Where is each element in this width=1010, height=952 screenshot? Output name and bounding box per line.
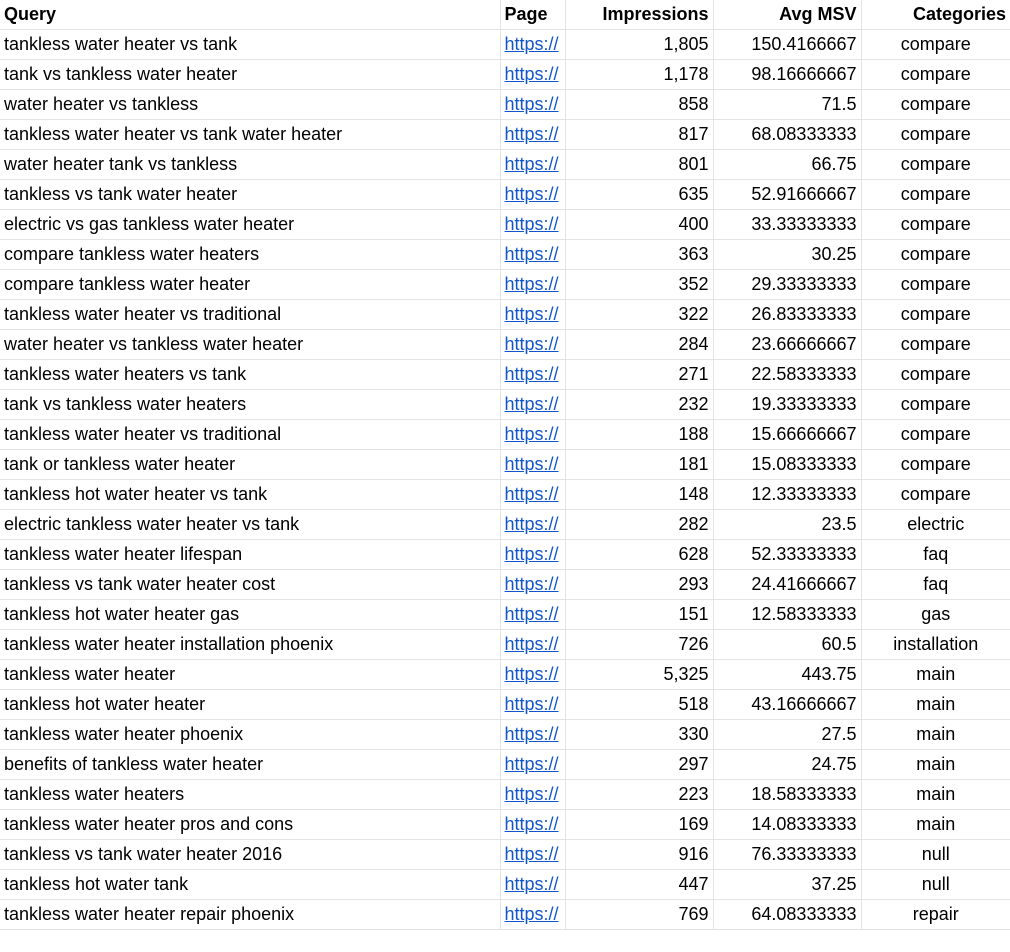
page-cell[interactable] xyxy=(500,389,565,419)
page-link[interactable]: https:// xyxy=(504,513,559,534)
query-cell[interactable]: water heater vs tankless xyxy=(0,89,500,119)
avg-msv-cell[interactable]: 26.83333333 xyxy=(713,299,861,329)
impressions-cell[interactable]: 1,805 xyxy=(565,29,713,59)
avg-msv-cell[interactable]: 52.91666667 xyxy=(713,179,861,209)
category-cell[interactable]: compare xyxy=(861,209,1010,239)
page-link[interactable]: https:// xyxy=(504,153,559,174)
category-cell[interactable]: compare xyxy=(861,89,1010,119)
query-cell[interactable]: tankless water heater xyxy=(0,659,500,689)
table-row xyxy=(0,689,1010,719)
category-cell[interactable]: main xyxy=(861,689,1010,719)
impressions-cell[interactable]: 1,178 xyxy=(565,59,713,89)
category-cell[interactable]: main xyxy=(861,749,1010,779)
page-link[interactable]: https:// xyxy=(504,573,559,594)
avg-msv-cell[interactable]: 12.33333333 xyxy=(713,479,861,509)
category-cell[interactable]: main xyxy=(861,809,1010,839)
page-cell[interactable] xyxy=(500,509,565,539)
page-link[interactable]: https:// xyxy=(504,633,559,654)
impressions-cell[interactable]: 284 xyxy=(565,329,713,359)
category-cell[interactable]: compare xyxy=(861,479,1010,509)
avg-msv-cell[interactable]: 23.66666667 xyxy=(713,329,861,359)
avg-msv-cell[interactable]: 71.5 xyxy=(713,89,861,119)
impressions-cell[interactable]: 330 xyxy=(565,719,713,749)
query-cell[interactable]: benefits of tankless water heater xyxy=(0,749,500,779)
avg-msv-cell[interactable]: 68.08333333 xyxy=(713,119,861,149)
page-cell[interactable] xyxy=(500,839,565,869)
page-cell[interactable] xyxy=(500,689,565,719)
page-cell[interactable] xyxy=(500,809,565,839)
avg-msv-cell[interactable]: 443.75 xyxy=(713,659,861,689)
page-cell[interactable] xyxy=(500,359,565,389)
impressions-cell[interactable]: 232 xyxy=(565,389,713,419)
impressions-cell[interactable]: 518 xyxy=(565,689,713,719)
impressions-cell[interactable]: 151 xyxy=(565,599,713,629)
category-cell[interactable]: gas xyxy=(861,599,1010,629)
page-cell[interactable] xyxy=(500,179,565,209)
query-cell[interactable]: tankless hot water heater gas xyxy=(0,599,500,629)
page-cell[interactable] xyxy=(500,89,565,119)
column-header-query[interactable]: Query xyxy=(0,0,500,29)
avg-msv-cell[interactable]: 27.5 xyxy=(713,719,861,749)
query-cell[interactable]: tankless vs tank water heater 2016 xyxy=(0,839,500,869)
page-link[interactable]: https:// xyxy=(504,423,559,444)
category-cell[interactable]: compare xyxy=(861,329,1010,359)
query-cell[interactable]: tankless water heater vs tank water heater xyxy=(0,119,500,149)
category-cell[interactable]: main xyxy=(861,779,1010,809)
avg-msv-cell[interactable]: 64.08333333 xyxy=(713,899,861,929)
category-cell[interactable]: faq xyxy=(861,569,1010,599)
page-link[interactable]: https:// xyxy=(504,723,559,744)
impressions-cell[interactable]: 628 xyxy=(565,539,713,569)
impressions-cell[interactable]: 635 xyxy=(565,179,713,209)
page-cell[interactable] xyxy=(500,569,565,599)
impressions-cell[interactable]: 181 xyxy=(565,449,713,479)
page-link[interactable]: https:// xyxy=(504,843,559,864)
query-cell[interactable]: tankless water heater pros and cons xyxy=(0,809,500,839)
impressions-cell[interactable]: 817 xyxy=(565,119,713,149)
query-cell[interactable]: tankless water heater installation phoenix xyxy=(0,629,500,659)
category-cell[interactable]: compare xyxy=(861,29,1010,59)
avg-msv-cell[interactable]: 150.4166667 xyxy=(713,29,861,59)
query-cell[interactable]: water heater tank vs tankless xyxy=(0,149,500,179)
page-link[interactable]: https:// xyxy=(504,453,559,474)
table-row xyxy=(0,899,1010,929)
table-row xyxy=(0,569,1010,599)
table-row xyxy=(0,479,1010,509)
impressions-cell[interactable]: 363 xyxy=(565,239,713,269)
page-link[interactable]: https:// xyxy=(504,333,559,354)
page-link[interactable]: https:// xyxy=(504,363,559,384)
page-link[interactable]: https:// xyxy=(504,753,559,774)
query-cell[interactable]: tank vs tankless water heater xyxy=(0,59,500,89)
query-cell[interactable]: tankless hot water heater vs tank xyxy=(0,479,500,509)
table-row xyxy=(0,269,1010,299)
avg-msv-cell[interactable]: 19.33333333 xyxy=(713,389,861,419)
page-link[interactable]: https:// xyxy=(504,183,559,204)
page-cell[interactable] xyxy=(500,779,565,809)
category-cell[interactable]: compare xyxy=(861,119,1010,149)
page-cell[interactable] xyxy=(500,869,565,899)
query-cell[interactable]: tankless water heaters vs tank xyxy=(0,359,500,389)
header-row xyxy=(0,0,1010,29)
impressions-cell[interactable]: 282 xyxy=(565,509,713,539)
table-row xyxy=(0,869,1010,899)
page-link[interactable]: https:// xyxy=(504,243,559,264)
avg-msv-cell[interactable]: 52.33333333 xyxy=(713,539,861,569)
table-row xyxy=(0,779,1010,809)
category-cell[interactable]: compare xyxy=(861,359,1010,389)
table-row xyxy=(0,239,1010,269)
impressions-cell[interactable]: 188 xyxy=(565,419,713,449)
table-row xyxy=(0,149,1010,179)
category-cell[interactable]: main xyxy=(861,719,1010,749)
query-cell[interactable]: tankless water heater repair phoenix xyxy=(0,899,500,929)
query-cell[interactable]: tankless water heater vs traditional xyxy=(0,299,500,329)
page-cell[interactable] xyxy=(500,629,565,659)
page-link[interactable]: https:// xyxy=(504,303,559,324)
page-link[interactable]: https:// xyxy=(504,783,559,804)
category-cell[interactable]: faq xyxy=(861,539,1010,569)
category-cell[interactable]: compare xyxy=(861,419,1010,449)
query-cell[interactable]: tankless water heater vs tank xyxy=(0,29,500,59)
page-cell[interactable] xyxy=(500,479,565,509)
impressions-cell[interactable]: 769 xyxy=(565,899,713,929)
table-row xyxy=(0,599,1010,629)
table-row xyxy=(0,359,1010,389)
page-link[interactable]: https:// xyxy=(504,813,559,834)
category-cell[interactable]: compare xyxy=(861,299,1010,329)
category-cell[interactable]: null xyxy=(861,869,1010,899)
table-row xyxy=(0,659,1010,689)
page-link[interactable]: https:// xyxy=(504,273,559,294)
category-cell[interactable]: compare xyxy=(861,239,1010,269)
table-row xyxy=(0,509,1010,539)
avg-msv-cell[interactable]: 24.75 xyxy=(713,749,861,779)
avg-msv-cell[interactable]: 29.33333333 xyxy=(713,269,861,299)
category-cell[interactable]: electric xyxy=(861,509,1010,539)
page-link[interactable]: https:// xyxy=(504,393,559,414)
page-cell[interactable] xyxy=(500,749,565,779)
table-row xyxy=(0,629,1010,659)
page-cell[interactable] xyxy=(500,329,565,359)
impressions-cell[interactable]: 801 xyxy=(565,149,713,179)
page-link[interactable]: https:// xyxy=(504,903,559,924)
table-row xyxy=(0,449,1010,479)
page-link[interactable]: https:// xyxy=(504,213,559,234)
query-cell[interactable]: tankless water heaters xyxy=(0,779,500,809)
avg-msv-cell[interactable]: 60.5 xyxy=(713,629,861,659)
page-cell[interactable] xyxy=(500,269,565,299)
column-header-avg-msv[interactable]: Avg MSV xyxy=(713,0,861,29)
table-body xyxy=(0,29,1010,929)
page-cell[interactable] xyxy=(500,29,565,59)
page-link[interactable]: https:// xyxy=(504,693,559,714)
query-cell[interactable]: tankless vs tank water heater xyxy=(0,179,500,209)
page-cell[interactable] xyxy=(500,119,565,149)
table-row xyxy=(0,809,1010,839)
page-cell[interactable] xyxy=(500,239,565,269)
impressions-cell[interactable]: 726 xyxy=(565,629,713,659)
page-cell[interactable] xyxy=(500,599,565,629)
query-cell[interactable]: tankless water heater phoenix xyxy=(0,719,500,749)
table-row xyxy=(0,179,1010,209)
avg-msv-cell[interactable]: 33.33333333 xyxy=(713,209,861,239)
impressions-cell[interactable]: 297 xyxy=(565,749,713,779)
table-row xyxy=(0,539,1010,569)
impressions-cell[interactable]: 169 xyxy=(565,809,713,839)
page-cell[interactable] xyxy=(500,899,565,929)
avg-msv-cell[interactable]: 30.25 xyxy=(713,239,861,269)
page-cell[interactable] xyxy=(500,449,565,479)
table-row xyxy=(0,839,1010,869)
category-cell[interactable]: compare xyxy=(861,179,1010,209)
page-link[interactable]: https:// xyxy=(504,93,559,114)
avg-msv-cell[interactable]: 14.08333333 xyxy=(713,809,861,839)
query-cell[interactable]: tankless vs tank water heater cost xyxy=(0,569,500,599)
page-cell[interactable] xyxy=(500,659,565,689)
category-cell[interactable]: compare xyxy=(861,59,1010,89)
table-row xyxy=(0,329,1010,359)
page-link[interactable]: https:// xyxy=(504,603,559,624)
query-cell[interactable]: compare tankless water heaters xyxy=(0,239,500,269)
column-header-categories[interactable]: Categories xyxy=(861,0,1010,29)
impressions-cell[interactable]: 148 xyxy=(565,479,713,509)
page-cell[interactable] xyxy=(500,59,565,89)
column-header-page[interactable]: Page xyxy=(500,0,565,29)
query-cell[interactable]: tankless water heater vs traditional xyxy=(0,419,500,449)
impressions-cell[interactable]: 271 xyxy=(565,359,713,389)
page-cell[interactable] xyxy=(500,719,565,749)
avg-msv-cell[interactable]: 12.58333333 xyxy=(713,599,861,629)
page-cell[interactable] xyxy=(500,299,565,329)
query-cell[interactable]: tankless hot water heater xyxy=(0,689,500,719)
table-row xyxy=(0,749,1010,779)
category-cell[interactable]: compare xyxy=(861,449,1010,479)
query-cell[interactable]: tank or tankless water heater xyxy=(0,449,500,479)
avg-msv-cell[interactable]: 23.5 xyxy=(713,509,861,539)
table-row xyxy=(0,29,1010,59)
category-cell[interactable]: main xyxy=(861,659,1010,689)
page-link[interactable]: https:// xyxy=(504,483,559,504)
table-row xyxy=(0,119,1010,149)
query-cell[interactable]: tankless hot water tank xyxy=(0,869,500,899)
category-cell[interactable]: null xyxy=(861,839,1010,869)
avg-msv-cell[interactable]: 66.75 xyxy=(713,149,861,179)
impressions-cell[interactable]: 916 xyxy=(565,839,713,869)
table-row xyxy=(0,209,1010,239)
impressions-cell[interactable]: 322 xyxy=(565,299,713,329)
table-header xyxy=(0,0,1010,29)
category-cell[interactable]: installation xyxy=(861,629,1010,659)
category-cell[interactable]: repair xyxy=(861,899,1010,929)
avg-msv-cell[interactable]: 22.58333333 xyxy=(713,359,861,389)
page-link[interactable]: https:// xyxy=(504,63,559,84)
query-cell[interactable]: electric tankless water heater vs tank xyxy=(0,509,500,539)
avg-msv-cell[interactable]: 98.16666667 xyxy=(713,59,861,89)
page-cell[interactable] xyxy=(500,149,565,179)
table-row xyxy=(0,719,1010,749)
page-link[interactable]: https:// xyxy=(504,123,559,144)
avg-msv-cell[interactable]: 15.66666667 xyxy=(713,419,861,449)
query-cell[interactable]: tankless water heater lifespan xyxy=(0,539,500,569)
table-row xyxy=(0,419,1010,449)
page-link[interactable]: https:// xyxy=(504,543,559,564)
impressions-cell[interactable]: 352 xyxy=(565,269,713,299)
page-cell[interactable] xyxy=(500,209,565,239)
avg-msv-cell[interactable]: 18.58333333 xyxy=(713,779,861,809)
avg-msv-cell[interactable]: 43.16666667 xyxy=(713,689,861,719)
category-cell[interactable]: compare xyxy=(861,149,1010,179)
impressions-cell[interactable]: 293 xyxy=(565,569,713,599)
page-link[interactable]: https:// xyxy=(504,33,559,54)
table-row xyxy=(0,299,1010,329)
impressions-cell[interactable]: 400 xyxy=(565,209,713,239)
table-row xyxy=(0,59,1010,89)
impressions-cell[interactable]: 5,325 xyxy=(565,659,713,689)
query-cell[interactable]: tank vs tankless water heaters xyxy=(0,389,500,419)
category-cell[interactable]: compare xyxy=(861,269,1010,299)
page-cell[interactable] xyxy=(500,539,565,569)
query-cell[interactable]: water heater vs tankless water heater xyxy=(0,329,500,359)
impressions-cell[interactable]: 447 xyxy=(565,869,713,899)
avg-msv-cell[interactable]: 24.41666667 xyxy=(713,569,861,599)
avg-msv-cell[interactable]: 15.08333333 xyxy=(713,449,861,479)
table-row xyxy=(0,89,1010,119)
query-cell[interactable]: electric vs gas tankless water heater xyxy=(0,209,500,239)
query-cell[interactable]: compare tankless water heater xyxy=(0,269,500,299)
page-link[interactable]: https:// xyxy=(504,663,559,684)
page-cell[interactable] xyxy=(500,419,565,449)
column-header-impressions[interactable]: Impressions xyxy=(565,0,713,29)
impressions-cell[interactable]: 223 xyxy=(565,779,713,809)
page-link[interactable]: https:// xyxy=(504,873,559,894)
avg-msv-cell[interactable]: 76.33333333 xyxy=(713,839,861,869)
category-cell[interactable]: compare xyxy=(861,389,1010,419)
avg-msv-cell[interactable]: 37.25 xyxy=(713,869,861,899)
impressions-cell[interactable]: 858 xyxy=(565,89,713,119)
table-row xyxy=(0,389,1010,419)
